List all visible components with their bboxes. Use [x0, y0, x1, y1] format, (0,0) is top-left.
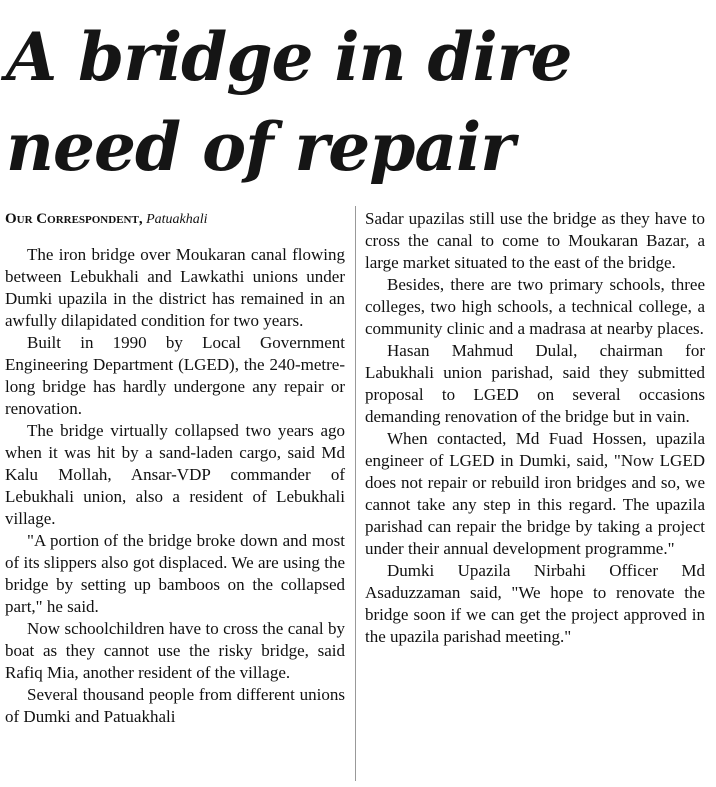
paragraph: When contacted, Md Fuad Hossen, upazila engineer of LGED in Dumki, said, "Now LGED does not repair or rebuild iron bridges and so, we cannot take any step in this regard. The upazila parishad can repair the bridge by taking a project under their annual development programme.": [365, 429, 705, 558]
paragraph: The bridge virtually collapsed two years ago when it was hit by a sand-laden cargo, said Md Kalu Mollah, Ansar-VDP commander of Lebukhali union, also a resident of Lebukhali village.: [5, 421, 345, 528]
article-headline: [6, 12, 710, 192]
paragraph: The iron bridge over Moukaran canal flowing between Lebukhali and Lawkathi unions under Dumki upazila in the district has remained in an awfully dilapidated condition for two years.: [5, 245, 345, 330]
paragraph: "A portion of the bridge broke down and most of its slippers also got displaced. We are using the bridge by setting up bamboos on the collapsed part," he said.: [5, 531, 345, 616]
paragraph: Besides, there are two primary schools, three colleges, two high schools, a technical college, a community clinic and a madrasa at nearby places.: [365, 275, 705, 338]
byline-author: Our Correspondent,: [5, 211, 143, 227]
article-column-left: [5, 208, 345, 728]
byline: [5, 208, 345, 231]
paragraph: Built in 1990 by Local Government Engineering Department (LGED), the 240-metre-long bridge has hardly undergone any repair or renovation.: [5, 333, 345, 418]
paragraph-continued: Sadar upazilas still use the bridge as they have to cross the canal to come to Moukaran Bazar, a large market situated to the east of the bridge.: [365, 209, 705, 272]
article-column-right: [365, 208, 705, 648]
column-divider: [355, 206, 356, 781]
headline-line-1: A bridge in dire: [6, 18, 572, 96]
paragraph: Dumki Upazila Nirbahi Officer Md Asaduzzaman said, "We hope to renovate the bridge soon if we can get the project approved in the upazila parishad meeting.": [365, 561, 705, 646]
byline-location: Patuakhali: [146, 212, 208, 227]
headline-line-2: need of repair: [6, 108, 515, 186]
paragraph: Hasan Mahmud Dulal, chairman for Labukhali union parishad, said they submitted proposal to LGED on several occasions demanding renovation of the bridge but in vain.: [365, 341, 705, 426]
paragraph: Now schoolchildren have to cross the canal by boat as they cannot use the risky bridge, said Rafiq Mia, another resident of the village.: [5, 619, 345, 682]
paragraph: Several thousand people from different unions of Dumki and Patuakhali: [5, 685, 345, 726]
